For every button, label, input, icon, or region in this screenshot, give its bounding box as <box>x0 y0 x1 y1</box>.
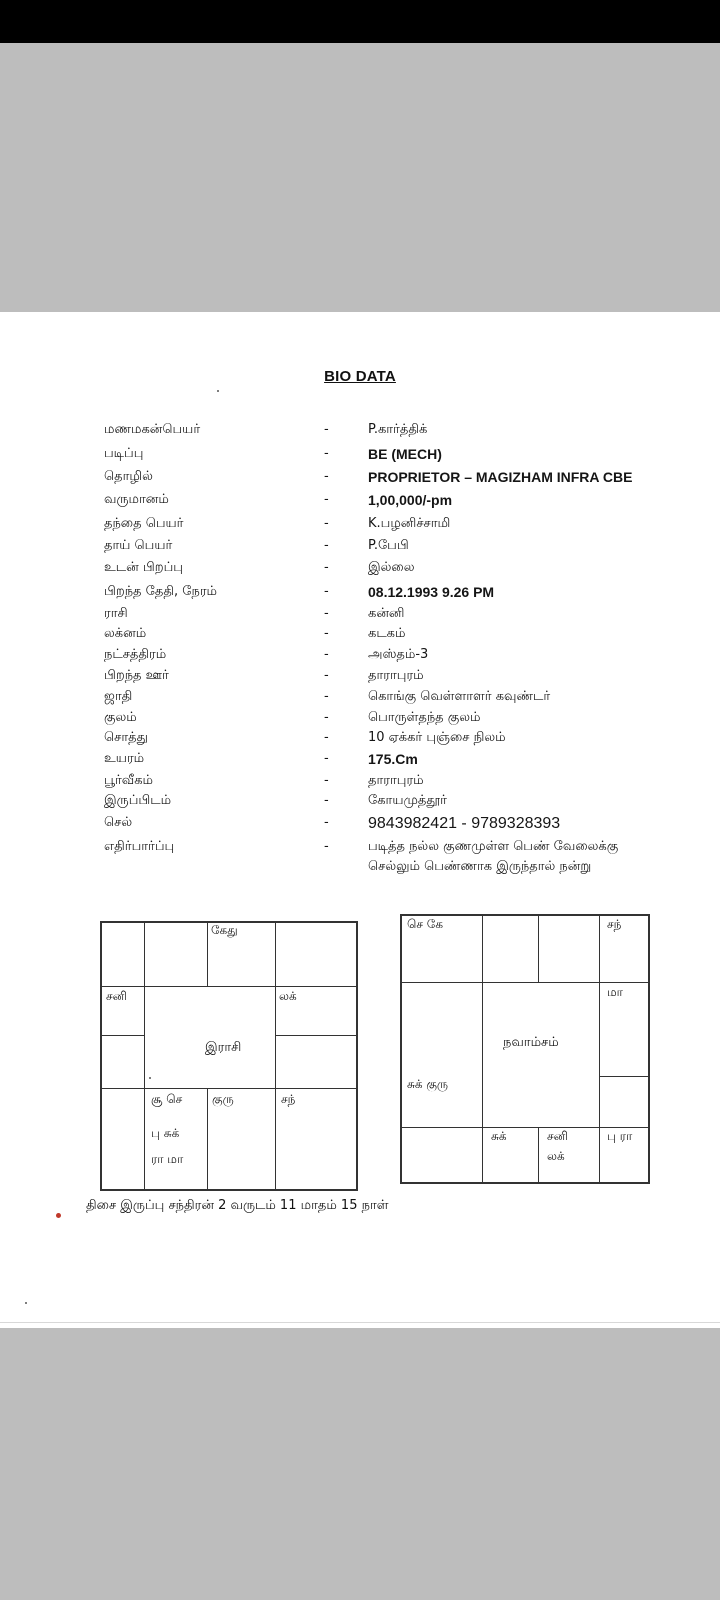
biodata-value: அஸ்தம்-3 <box>368 647 429 662</box>
biodata-value: BE (MECH) <box>368 446 442 462</box>
navamsam-cell <box>401 1127 483 1183</box>
biodata-value: பொருள்தந்த குலம் <box>368 710 481 725</box>
biodata-label: குலம் <box>104 710 137 725</box>
biodata-value: 1,00,000/-pm <box>368 492 453 508</box>
biodata-value: 175.Cm <box>368 751 418 767</box>
rasi-cell <box>275 922 357 987</box>
biodata-label: செல் <box>104 815 133 830</box>
biodata-separator: - <box>324 773 329 788</box>
navamsam-lagnam: லக் <box>547 1149 565 1163</box>
page-edge <box>0 1322 720 1323</box>
navamsam-center-label: நவாம்சம் <box>503 1035 559 1050</box>
navamsam-chart <box>400 914 650 1184</box>
biodata-separator: - <box>324 751 329 766</box>
rasi-center-box <box>144 986 276 1089</box>
biodata-value: கோயமுத்தூர் <box>368 793 447 808</box>
biodata-value: P.பேபி <box>368 538 409 553</box>
biodata-value: தாராபுரம் <box>368 668 424 683</box>
scan-speck <box>217 390 219 392</box>
biodata-separator: - <box>324 538 329 553</box>
rasi-guru: குரு <box>212 1092 234 1106</box>
biodata-label: தந்தை பெயர் <box>104 516 184 531</box>
navamsam-sevvai-ketu: செ கே <box>407 917 443 931</box>
rasi-center-label: இராசி <box>205 1040 242 1055</box>
biodata-value: கொங்கு வெள்ளாளர் கவுண்டர் <box>368 689 551 704</box>
navamsam-maandi: மா <box>607 985 623 999</box>
biodata-value: 08.12.1993 9.26 PM <box>368 584 495 600</box>
biodata-label: இருப்பிடம் <box>104 793 172 808</box>
scan-speck <box>149 1077 151 1079</box>
navamsam-cell <box>401 982 483 1128</box>
biodata-separator: - <box>324 492 329 507</box>
biodata-label: பூர்வீகம் <box>104 773 154 788</box>
navamsam-sani: சனி <box>547 1129 568 1143</box>
biodata-label: படிப்பு <box>104 446 144 461</box>
biodata-label: உடன் பிறப்பு <box>104 560 183 575</box>
biodata-value <box>368 839 618 875</box>
biodata-value: இல்லை <box>368 560 415 575</box>
rasi-chandran: சந் <box>281 1092 296 1106</box>
biodata-value: PROPRIETOR – MAGIZHAM INFRA CBE <box>368 469 633 485</box>
biodata-value: கடகம் <box>368 626 406 641</box>
biodata-separator: - <box>324 815 329 830</box>
document-page <box>0 312 720 1328</box>
biodata-value: 10 ஏக்கர் புஞ்சை நிலம் <box>368 730 506 745</box>
rasi-chart <box>100 921 358 1191</box>
navamsam-budhan-rahu: பு ரா <box>607 1129 633 1143</box>
document-title: BIO DATA <box>324 368 396 385</box>
rasi-ketu: கேது <box>211 923 238 937</box>
biodata-label: எதிர்பார்ப்பு <box>104 839 175 854</box>
biodata-label: சொத்து <box>104 730 148 745</box>
biodata-separator: - <box>324 560 329 575</box>
biodata-separator: - <box>324 839 329 854</box>
biodata-label: தாய் பெயர் <box>104 538 173 553</box>
biodata-separator: - <box>324 469 329 484</box>
biodata-separator: - <box>324 668 329 683</box>
biodata-label: பிறந்த தேதி, நேரம் <box>104 584 218 599</box>
biodata-value: தாராபுரம் <box>368 773 424 788</box>
biodata-label: பிறந்த ஊர் <box>104 668 169 683</box>
biodata-label: ராசி <box>104 606 128 621</box>
biodata-separator: - <box>324 710 329 725</box>
biodata-separator: - <box>324 516 329 531</box>
biodata-label: வருமானம் <box>104 492 169 507</box>
rasi-cell <box>275 1035 357 1089</box>
ink-dot <box>56 1213 61 1218</box>
navamsam-cell <box>599 1076 649 1128</box>
biodata-separator: - <box>324 793 329 808</box>
biodata-separator: - <box>324 584 329 599</box>
biodata-label: நட்சத்திரம் <box>104 647 167 662</box>
navamsam-cell <box>538 915 600 983</box>
status-bar <box>0 0 720 43</box>
biodata-label: ஜாதி <box>104 689 133 704</box>
rasi-cell-planets-1: சூ செ <box>151 1092 183 1106</box>
biodata-value: 9843982421 - 9789328393 <box>368 815 561 832</box>
biodata-separator: - <box>324 606 329 621</box>
rasi-cell <box>101 922 145 987</box>
biodata-separator: - <box>324 626 329 641</box>
biodata-label: தொழில் <box>104 469 153 484</box>
biodata-value-line: செல்லும் பெண்ணாக இருந்தால் நன்று <box>368 859 592 874</box>
rasi-lagnam: லக் <box>279 989 297 1003</box>
biodata-separator: - <box>324 730 329 745</box>
dasa-balance-note: திசை இருப்பு சந்திரன் 2 வருடம் 11 மாதம் 15 நாள் <box>86 1198 389 1213</box>
biodata-value-line: படித்த நல்ல குணமுள்ள பெண் வேலைக்கு <box>368 839 619 854</box>
rasi-cell <box>144 922 208 987</box>
navamsam-sukran: சுக் <box>491 1129 507 1143</box>
navamsam-sukran-guru: சுக் குரு <box>407 1077 449 1091</box>
biodata-value: கன்னி <box>368 606 405 621</box>
biodata-separator: - <box>324 446 329 461</box>
biodata-label: மணமகன்பெயர் <box>104 422 201 437</box>
biodata-separator: - <box>324 647 329 662</box>
navamsam-chandran: சந் <box>607 917 622 931</box>
biodata-label: உயரம் <box>104 751 145 766</box>
rasi-cell <box>101 1035 145 1089</box>
scan-speck <box>25 1302 27 1304</box>
rasi-sani: சனி <box>106 989 127 1003</box>
biodata-value: K.பழனிச்சாமி <box>368 516 451 531</box>
biodata-separator: - <box>324 689 329 704</box>
rasi-cell-planets-3: ரா மா <box>151 1152 184 1166</box>
biodata-label: லக்னம் <box>104 626 147 641</box>
rasi-cell <box>101 1088 145 1190</box>
biodata-separator: - <box>324 422 329 437</box>
navamsam-cell <box>482 915 539 983</box>
rasi-cell-planets-2: பு சுக் <box>151 1126 180 1140</box>
biodata-value: P.கார்த்திக் <box>368 422 428 437</box>
